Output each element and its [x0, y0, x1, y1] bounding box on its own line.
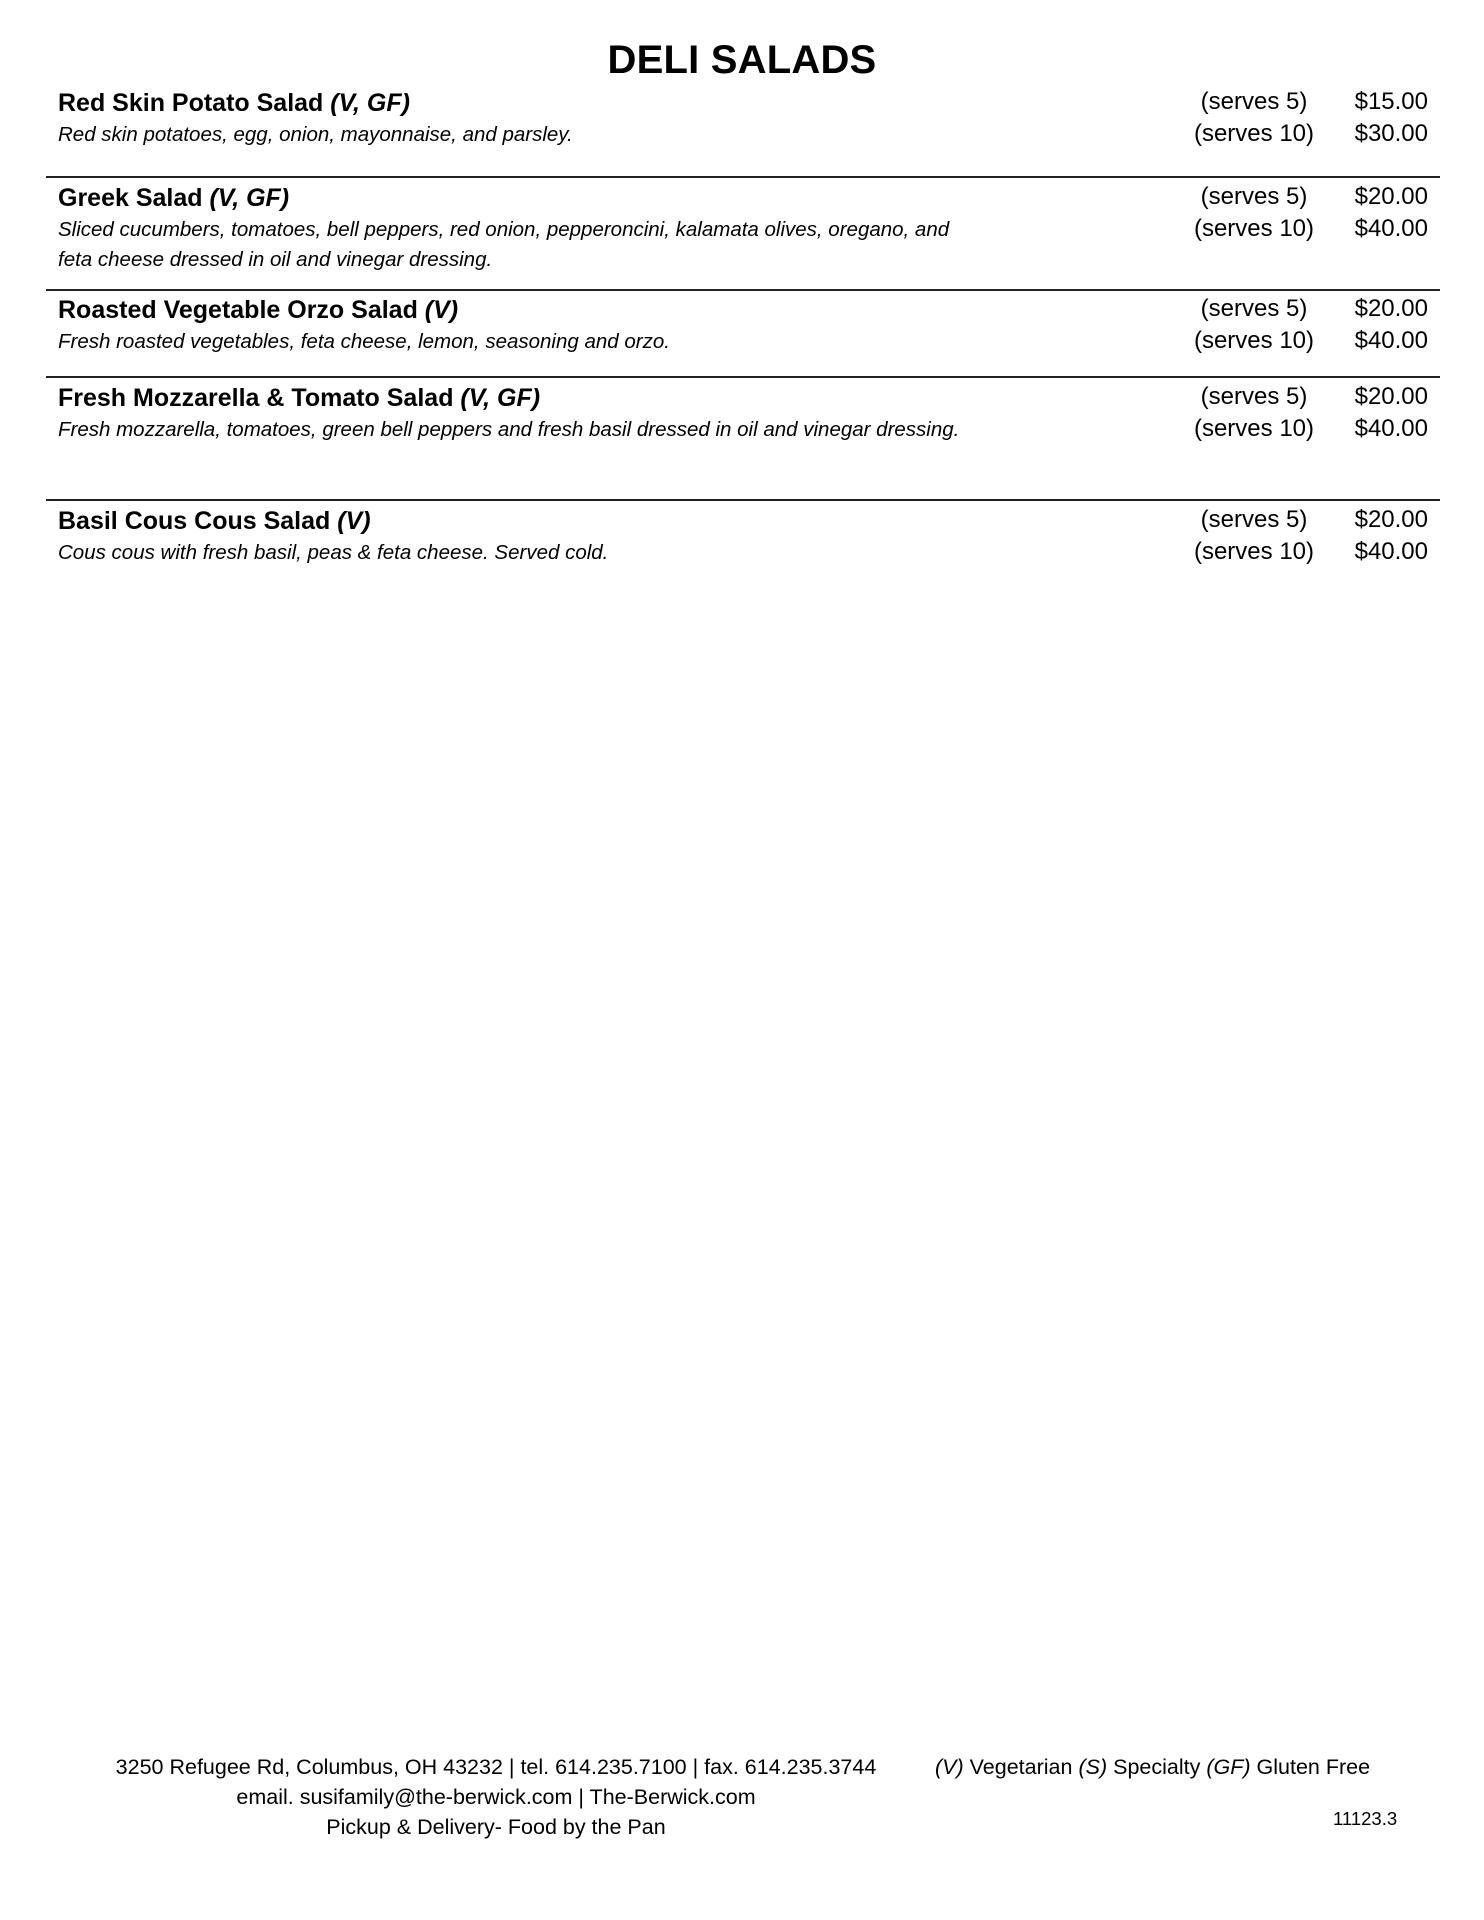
legend-gf-code: (GF)	[1206, 1755, 1251, 1779]
price: $15.00	[1354, 88, 1428, 115]
item-title: Roasted Vegetable Orzo Salad	[58, 296, 418, 324]
price-row	[1184, 118, 1428, 150]
price: $20.00	[1354, 506, 1428, 533]
footer-contact	[110, 1752, 882, 1842]
price-list	[1184, 504, 1428, 568]
dietary-tags: (V)	[424, 296, 459, 324]
legend-s-code: (S)	[1078, 1755, 1108, 1779]
price-list	[1184, 181, 1428, 245]
item-description: Cous cous with fresh basil, peas & feta cheese. Served cold.	[58, 541, 609, 564]
item-title: Fresh Mozzarella & Tomato Salad	[58, 384, 454, 412]
price-list	[1184, 86, 1428, 150]
price-row	[1184, 86, 1428, 118]
price-row	[1184, 381, 1428, 413]
page-title: DELI SALADS	[607, 38, 877, 82]
price: $40.00	[1354, 327, 1428, 354]
dietary-tags: (V, GF)	[460, 384, 541, 412]
legend-v-label: Vegetarian	[969, 1755, 1073, 1779]
price-row	[1184, 504, 1428, 536]
menu-list	[46, 86, 1440, 574]
serving-size: (serves 10)	[1193, 538, 1315, 565]
footer-address: 3250 Refugee Rd, Columbus, OH 43232 | tel. 614.235.7100 | fax. 614.235.3744	[115, 1755, 877, 1779]
price-row	[1184, 213, 1428, 245]
legend-v-code: (V)	[935, 1755, 964, 1779]
serving-size: (serves 10)	[1193, 327, 1315, 354]
dietary-tags: (V, GF)	[209, 184, 290, 212]
serving-size: (serves 5)	[1200, 88, 1308, 115]
price: $40.00	[1354, 538, 1428, 565]
serving-size: (serves 10)	[1193, 415, 1315, 442]
item-description: Fresh mozzarella, tomatoes, green bell peppers and fresh basil dressed in oil and vinegar dressing.	[58, 418, 960, 441]
item-title: Greek Salad	[58, 184, 203, 212]
menu-item-roasted-vegetable-orzo-salad	[46, 291, 1440, 378]
price-row	[1184, 325, 1428, 357]
item-title: Basil Cous Cous Salad	[58, 507, 331, 535]
price-list	[1184, 381, 1428, 445]
item-description: Sliced cucumbers, tomatoes, bell peppers, red onion, pepperoncini, kalamata olives, oregano, and feta cheese dressed in oil and vinegar dressing.	[58, 218, 950, 271]
menu-item-basil-cous-cous-salad	[46, 501, 1440, 574]
item-title: Red Skin Potato Salad	[58, 89, 324, 117]
item-description: Red skin potatoes, egg, onion, mayonnaise, and parsley.	[58, 123, 573, 146]
price-row	[1184, 181, 1428, 213]
menu-item-fresh-mozzarella-tomato-salad	[46, 378, 1440, 501]
price-row	[1184, 536, 1428, 568]
price: $30.00	[1354, 120, 1428, 147]
serving-size: (serves 5)	[1200, 383, 1308, 410]
serving-size: (serves 10)	[1193, 215, 1315, 242]
legend-gf-label: Gluten Free	[1256, 1755, 1371, 1779]
footer-service: Pickup & Delivery- Food by the Pan	[326, 1815, 666, 1839]
serving-size: (serves 5)	[1200, 506, 1308, 533]
price: $40.00	[1354, 215, 1428, 242]
serving-size: (serves 5)	[1200, 183, 1308, 210]
price-row	[1184, 413, 1428, 445]
dietary-tags: (V)	[337, 507, 371, 535]
dietary-legend	[935, 1752, 1370, 1782]
price: $40.00	[1354, 415, 1428, 442]
price: $20.00	[1354, 183, 1428, 210]
price: $20.00	[1354, 383, 1428, 410]
item-description: Fresh roasted vegetables, feta cheese, lemon, seasoning and orzo.	[58, 330, 670, 353]
price-list	[1184, 293, 1428, 357]
dietary-tags: (V, GF)	[330, 89, 410, 117]
menu-item-greek-salad	[46, 178, 1440, 291]
footer-email: email. susifamily@the-berwick.com | The-Berwick.com	[236, 1785, 756, 1809]
price-row	[1184, 293, 1428, 325]
document-code: 11123.3	[1333, 1808, 1398, 1829]
legend-s-label: Specialty	[1113, 1755, 1201, 1779]
menu-item-red-skin-potato-salad	[46, 86, 1440, 178]
price: $20.00	[1354, 295, 1428, 322]
serving-size: (serves 5)	[1200, 295, 1308, 322]
serving-size: (serves 10)	[1193, 120, 1315, 147]
